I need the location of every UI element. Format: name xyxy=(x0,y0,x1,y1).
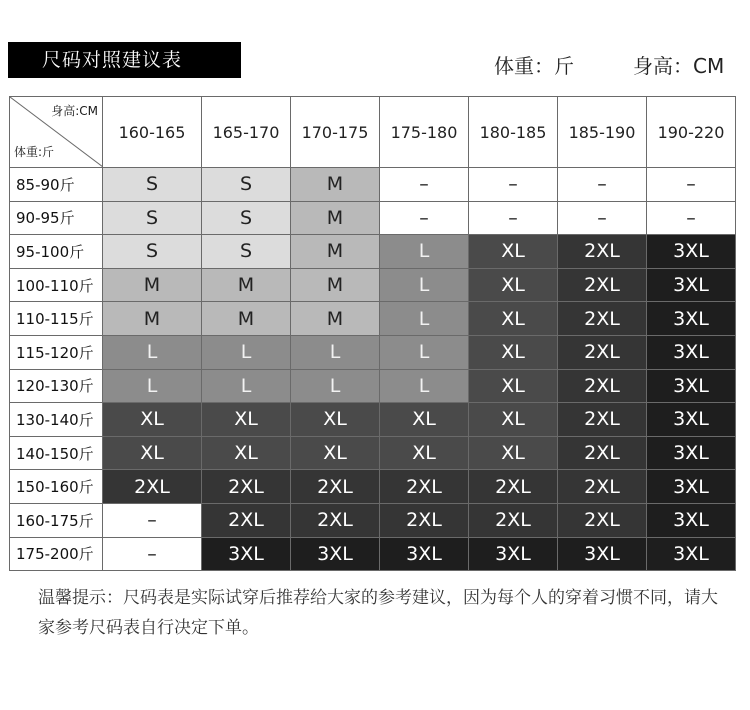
size-cell: 2XL xyxy=(380,470,469,504)
table-row xyxy=(10,470,736,504)
size-cell: XL xyxy=(469,369,558,403)
weight-row-header: 160-175斤 xyxy=(10,503,103,537)
size-cell: M xyxy=(291,168,380,202)
size-cell: M xyxy=(202,302,291,336)
size-cell: S xyxy=(103,235,202,269)
size-cell: 3XL xyxy=(647,369,736,403)
size-cell: XL xyxy=(291,403,380,437)
size-cell: 3XL xyxy=(647,537,736,571)
size-cell: M xyxy=(291,201,380,235)
size-cell: L xyxy=(202,335,291,369)
corner-weight-label: 体重:斤 xyxy=(14,145,55,159)
chart-title: 尺码对照建议表 xyxy=(8,42,241,78)
size-cell: XL xyxy=(202,403,291,437)
weight-row-header: 90-95斤 xyxy=(10,201,103,235)
table-row xyxy=(10,201,736,235)
size-cell: 2XL xyxy=(202,470,291,504)
header-row xyxy=(10,97,736,168)
size-cell: 3XL xyxy=(558,537,647,571)
size-cell: XL xyxy=(202,436,291,470)
height-column-header: 160-165 xyxy=(103,97,202,168)
size-chart-table xyxy=(9,96,736,571)
size-cell: 3XL xyxy=(647,403,736,437)
size-cell: 3XL xyxy=(647,436,736,470)
height-column-header: 165-170 xyxy=(202,97,291,168)
size-cell: L xyxy=(291,335,380,369)
size-cell: M xyxy=(103,302,202,336)
table-row xyxy=(10,403,736,437)
table-row xyxy=(10,168,736,202)
size-cell: L xyxy=(291,369,380,403)
size-cell: 2XL xyxy=(291,470,380,504)
size-cell: L xyxy=(202,369,291,403)
size-cell: – xyxy=(380,201,469,235)
height-column-header: 180-185 xyxy=(469,97,558,168)
size-cell: 3XL xyxy=(380,537,469,571)
size-cell: 3XL xyxy=(647,503,736,537)
size-cell: L xyxy=(103,335,202,369)
weight-row-header: 100-110斤 xyxy=(10,268,103,302)
size-cell: 2XL xyxy=(558,235,647,269)
size-cell: – xyxy=(380,168,469,202)
weight-row-header: 130-140斤 xyxy=(10,403,103,437)
size-cell: 2XL xyxy=(558,302,647,336)
size-cell: 3XL xyxy=(291,537,380,571)
size-cell: – xyxy=(558,168,647,202)
size-cell: – xyxy=(103,537,202,571)
size-cell: XL xyxy=(469,268,558,302)
size-cell: M xyxy=(291,302,380,336)
size-cell: – xyxy=(647,201,736,235)
size-cell: XL xyxy=(469,235,558,269)
table-row xyxy=(10,369,736,403)
size-cell: XL xyxy=(103,436,202,470)
height-column-header: 175-180 xyxy=(380,97,469,168)
weight-row-header: 175-200斤 xyxy=(10,537,103,571)
size-cell: 2XL xyxy=(558,503,647,537)
size-cell: – xyxy=(469,201,558,235)
size-cell: XL xyxy=(469,403,558,437)
weight-row-header: 115-120斤 xyxy=(10,335,103,369)
size-cell: M xyxy=(103,268,202,302)
size-chart-body xyxy=(10,168,736,571)
weight-row-header: 140-150斤 xyxy=(10,436,103,470)
size-cell: 2XL xyxy=(103,470,202,504)
size-cell: L xyxy=(380,235,469,269)
weight-row-header: 150-160斤 xyxy=(10,470,103,504)
size-tip-note: 温馨提示：尺码表是实际试穿后推荐给大家的参考建议，因为每个人的穿着习惯不同，请大家参考尺码表自行决定下单。 xyxy=(38,588,718,638)
size-cell: 3XL xyxy=(647,235,736,269)
size-cell: 2XL xyxy=(291,503,380,537)
table-row xyxy=(10,335,736,369)
size-cell: S xyxy=(202,168,291,202)
table-row xyxy=(10,235,736,269)
height-column-header: 185-190 xyxy=(558,97,647,168)
size-cell: M xyxy=(291,268,380,302)
table-row xyxy=(10,302,736,336)
size-cell: 2XL xyxy=(558,470,647,504)
size-cell: 3XL xyxy=(647,268,736,302)
size-cell: M xyxy=(202,268,291,302)
size-cell: – xyxy=(647,168,736,202)
size-cell: 3XL xyxy=(469,537,558,571)
size-cell: L xyxy=(380,369,469,403)
size-cell: XL xyxy=(380,436,469,470)
size-cell: S xyxy=(103,168,202,202)
size-cell: S xyxy=(202,201,291,235)
weight-unit-label: 体重：斤 xyxy=(494,54,574,78)
size-cell: 2XL xyxy=(469,503,558,537)
table-row xyxy=(10,537,736,571)
size-cell: S xyxy=(103,201,202,235)
corner-height-label: 身高:CM xyxy=(51,104,98,118)
size-cell: – xyxy=(469,168,558,202)
size-cell: 2XL xyxy=(558,403,647,437)
size-cell: 3XL xyxy=(647,335,736,369)
size-cell: L xyxy=(380,335,469,369)
size-cell: XL xyxy=(380,403,469,437)
size-cell: M xyxy=(291,235,380,269)
weight-row-header: 85-90斤 xyxy=(10,168,103,202)
table-row xyxy=(10,436,736,470)
size-cell: L xyxy=(380,302,469,336)
size-cell: 3XL xyxy=(647,470,736,504)
size-cell: S xyxy=(202,235,291,269)
size-cell: 2XL xyxy=(558,369,647,403)
height-unit-label: 身高：CM xyxy=(633,54,725,78)
table-row xyxy=(10,503,736,537)
size-cell: XL xyxy=(469,302,558,336)
size-cell: L xyxy=(103,369,202,403)
corner-cell xyxy=(10,97,103,168)
size-cell: 2XL xyxy=(558,268,647,302)
size-cell: XL xyxy=(469,335,558,369)
weight-row-header: 110-115斤 xyxy=(10,302,103,336)
size-cell: 3XL xyxy=(647,302,736,336)
size-cell: 2XL xyxy=(202,503,291,537)
size-cell: 2XL xyxy=(558,436,647,470)
height-column-header: 170-175 xyxy=(291,97,380,168)
size-cell: L xyxy=(380,268,469,302)
size-cell: XL xyxy=(469,436,558,470)
weight-row-header: 120-130斤 xyxy=(10,369,103,403)
size-cell: 2XL xyxy=(469,470,558,504)
size-cell: – xyxy=(103,503,202,537)
size-cell: 3XL xyxy=(202,537,291,571)
size-cell: 2XL xyxy=(380,503,469,537)
size-cell: XL xyxy=(103,403,202,437)
height-column-header: 190-220 xyxy=(647,97,736,168)
weight-row-header: 95-100斤 xyxy=(10,235,103,269)
table-row xyxy=(10,268,736,302)
size-cell: – xyxy=(558,201,647,235)
size-cell: 2XL xyxy=(558,335,647,369)
size-cell: XL xyxy=(291,436,380,470)
